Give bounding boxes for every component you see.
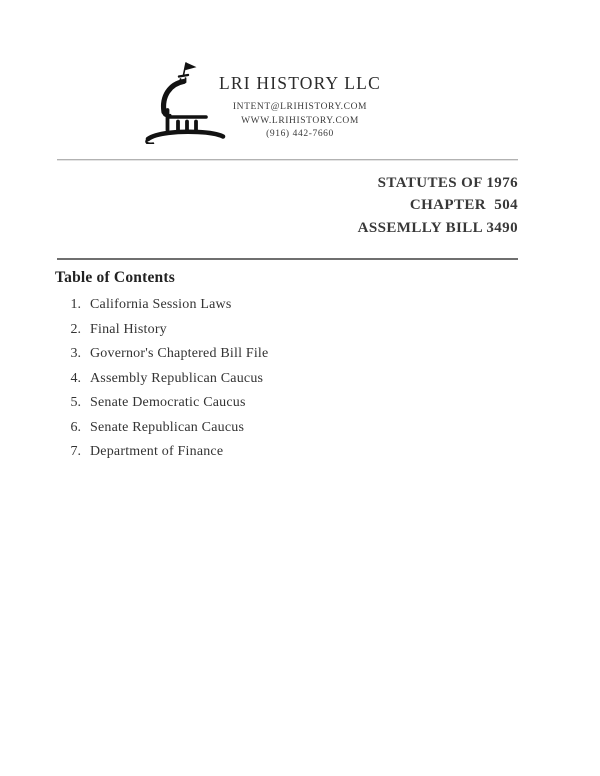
toc-item [55,420,475,445]
toc-item-number: 2. [70,321,81,337]
toc-item [55,371,475,396]
toc-item-label: Senate Democratic Caucus [90,395,246,410]
toc-item [55,346,475,371]
document-info [358,172,518,239]
toc-item [55,322,475,347]
toc-title: Table of Contents [55,269,175,286]
toc-item-label: Final History [90,321,167,337]
statutes-line: STATUTES OF 1976 [377,175,518,191]
company-header [150,73,450,142]
toc-item-number: 7. [70,444,81,459]
toc-item-number: 3. [70,346,81,361]
toc-item-number: 4. [70,370,81,386]
company-email: INTENT@LRIHISTORY.COM [232,102,368,112]
toc-item-label: Senate Republican Caucus [90,419,245,435]
toc-item-number: 6. [70,419,81,435]
toc-item-number: 1. [70,297,81,312]
toc-item [55,297,475,322]
toc-item-label: Department of Finance [90,444,224,459]
company-phone: (916) 442-7660 [266,129,334,139]
toc-item [55,444,475,469]
company-website: WWW.LRIHISTORY.COM [241,115,359,126]
toc-item [55,395,475,420]
chapter-line: CHAPTER 504 [409,197,518,214]
toc-item-label: California Session Laws [90,297,232,312]
assembly-bill-line: ASSEMLLY BILL 3490 [357,219,518,236]
divider-top [57,159,518,161]
toc-item-label: Governor's Chaptered Bill File [90,346,269,361]
toc-item-label: Assembly Republican Caucus [90,370,264,386]
divider-bottom [57,258,518,260]
toc-item-number: 5. [70,395,81,410]
toc-list [55,297,475,469]
company-name: LRI HISTORY LLC [219,73,381,93]
